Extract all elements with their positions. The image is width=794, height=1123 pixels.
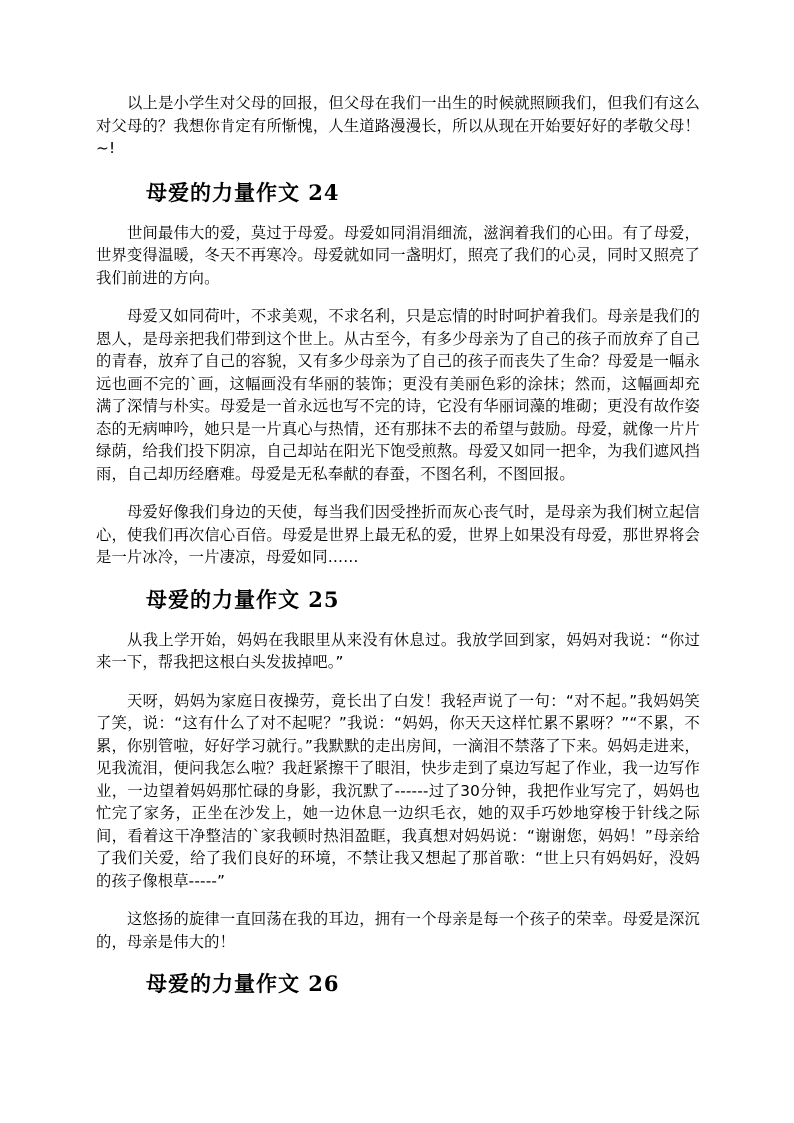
section-title-25: 母爱的力量作文 25 bbox=[146, 586, 340, 612]
intro-paragraph: 以上是小学生对父母的回报，但父母在我们一出生的时候就照顾我们，但我们有这么对父母的？我想你肯定有所惭愧，人生道路漫漫长，所以从现在开始要好好的孝敬父母！~! bbox=[96, 94, 700, 157]
section-25-paragraph-1: 从我上学开始，妈妈在我眼里从来没有休息过。我放学回到家，妈妈对我说：“你过来一下，帮我把这根白头发拔掉吧。” bbox=[96, 630, 700, 671]
section-25-paragraph-2: 天呀，妈妈为家庭日夜操劳，竟长出了白发！我轻声说了一句：“对不起。”我妈妈笑了笑，说：“这有什么了对不起呢？”我说：“妈妈，你天天这样忙累不累呀？”“不累，不累，你别管啦，好好学习就行。”我默默的走出房间，一滴泪不禁落了下来。妈妈走进来，见我流泪，便问我怎么啦？我赶紧擦干了眼泪，快步走到了桌边写起了作业，我一边写作业，一边望着妈妈那忙碌的身影，我沉默了------过了30分钟，我把作业写完了，妈妈也忙完了家务，正坐在沙发上，她一边休息一边织毛衣，她的双手巧妙地穿梭于针线之际间，看着这干净整洁的`家我顿时热泪盈眶，我真想对妈妈说：“谢谢您，妈妈！”母亲给了我们关爱，给了我们良好的环境，不禁让我又想起了那首歌：“世上只有妈妈好，没妈的孩子像根草-----” bbox=[96, 691, 700, 890]
section-24-paragraph-2: 母爱又如同荷叶，不求美观，不求名利，只是忘情的时时呵护着我们。母亲是我们的恩人，是母亲把我们带到这个世上。从古至今，有多少母亲为了自己的孩子而放弃了自己的青春，放弃了自己的容貌，又有多少母亲为了自己的孩子而丧失了生命？母爱是一幅永远也画不完的`画，这幅画没有华丽的装饰；更没有美丽色彩的涂抹；然而，这幅画却充满了深情与朴实。母爱是一首永远也写不完的诗，它没有华丽词藻的堆砌；更没有故作姿态的无病呻吟，她只是一片真心与热情，还有那抹不去的希望与鼓励。母爱，就像一片片绿荫，给我们投下阴凉，自己却站在阳光下饱受煎熬。母爱又如同一把伞，为我们遮风挡雨，自己却历经磨难。母爱是无私奉献的春蚕，不图名利，不图回报。 bbox=[96, 307, 700, 483]
section-24-paragraph-3: 母爱好像我们身边的天使，每当我们因受挫折而灰心丧气时，是母亲为我们树立起信心，使我们再次信心百倍。母爱是世界上最无私的爱，世界上如果没有母爱，那世界将会是一片冰冷，一片凄凉，母爱如同…… bbox=[96, 503, 700, 566]
section-title-24: 母爱的力量作文 24 bbox=[146, 179, 340, 205]
section-25-paragraph-3: 这悠扬的旋律一直回荡在我的耳边，拥有一个母亲是每一个孩子的荣幸。母爱是深沉的，母亲是伟大的！ bbox=[96, 910, 700, 951]
section-24-paragraph-1: 世间最伟大的爱，莫过于母爱。母爱如同涓涓细流，滋润着我们的心田。有了母爱，世界变得温暖，冬天不再寒冷。母爱就如同一盏明灯，照亮了我们的心灵，同时又照亮了我们前进的方向。 bbox=[96, 223, 700, 287]
document-page bbox=[96, 92, 700, 1013]
section-title-26: 母爱的力量作文 26 bbox=[146, 971, 340, 996]
